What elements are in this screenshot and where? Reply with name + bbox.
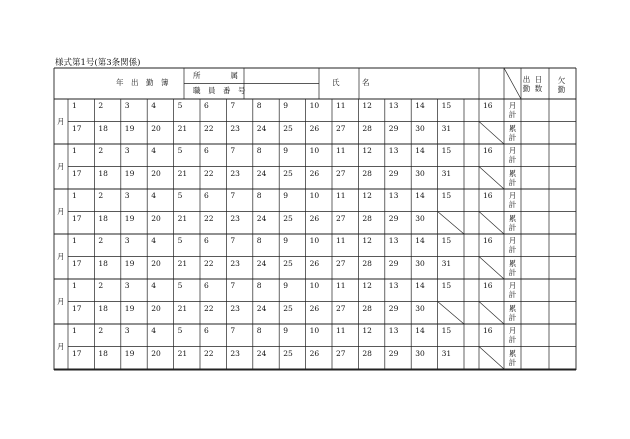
day-number: 8 [256,101,262,110]
day-number: 19 [124,213,135,223]
day-number: 28 [362,213,372,223]
day-number: 21 [177,123,188,133]
day-number: 23 [230,123,240,133]
day-number: 24 [256,213,267,223]
day-number: 28 [362,258,372,268]
day-number: 11 [336,146,346,155]
day-number: 10 [309,101,320,110]
grid-line [504,68,521,99]
day-number: 21 [177,348,188,358]
header-shozoku: 所 属 [193,71,238,80]
day-number: 23 [230,348,240,358]
day-number: 1 [72,191,77,200]
day-number: 2 [98,281,104,290]
day-number: 27 [336,348,346,358]
day-number: 21 [177,303,188,313]
day-number: 13 [388,101,399,110]
day-number: 20 [151,348,161,358]
day-number: 11 [336,101,346,110]
day-number: 12 [362,281,372,290]
day-number: 22 [204,213,214,223]
day-number: 27 [336,303,346,313]
day-number: 8 [256,326,262,335]
day-number: 12 [362,101,372,110]
day-number: 19 [124,348,135,358]
day-number: 27 [336,213,346,223]
header-kekkin: 欠 勤 [557,76,566,94]
month-label: 月 [57,206,65,216]
day-number: 17 [72,258,82,268]
day-number: 13 [388,191,399,200]
day-number: 19 [124,258,135,268]
day-number: 3 [124,146,130,155]
day-number: 27 [336,258,346,268]
day-number: 23 [230,213,240,223]
day-number: 22 [204,123,214,133]
day-number: 25 [283,213,293,223]
day-number: 14 [415,281,425,290]
cumulative-total-label: 累 計 [508,258,517,277]
day-number: 8 [256,191,262,200]
day-number: 5 [177,101,183,110]
day-number: 12 [362,236,372,245]
month-label: 月 [57,116,65,126]
day-number: 20 [151,123,161,133]
day-number: 2 [98,146,104,155]
grid-line [479,257,504,280]
day-number: 25 [283,258,293,268]
day-number: 20 [151,258,161,268]
day-number: 29 [388,213,399,223]
day-number: 29 [388,123,399,133]
day-number: 12 [362,326,372,335]
grid-line [479,122,504,145]
day-number: 17 [72,303,82,313]
day-number: 8 [256,146,262,155]
day-number: 24 [256,348,267,358]
day-number: 17 [72,348,82,358]
day-number: 7 [230,236,236,245]
day-number: 18 [98,213,108,223]
day-number: 27 [336,168,346,178]
day-number: 30 [415,303,425,313]
day-number: 21 [177,168,188,178]
day-number: 14 [415,146,425,155]
month-label: 月 [57,251,65,261]
day-number: 17 [72,123,82,133]
day-number: 4 [151,236,156,245]
day-number: 15 [441,101,452,110]
day-number: 3 [124,236,130,245]
day-number: 29 [388,303,399,313]
day-number: 26 [309,213,320,223]
day-number: 30 [415,213,425,223]
day-number: 6 [204,326,209,335]
day-number: 4 [151,191,156,200]
day-number: 14 [415,191,425,200]
day-number: 10 [309,281,320,290]
day-number: 13 [388,146,399,155]
day-number: 26 [309,258,320,268]
day-number: 16 [483,281,493,290]
day-number: 2 [98,191,104,200]
monthly-total-label: 月 計 [508,326,517,344]
day-number: 5 [177,236,183,245]
day-number: 11 [336,236,346,245]
day-number: 3 [124,101,130,110]
day-number: 6 [204,281,209,290]
day-number: 18 [98,123,108,133]
day-number: 14 [415,326,425,335]
day-number: 5 [177,146,183,155]
cumulative-total-label: 累 計 [508,348,517,367]
day-number: 21 [177,213,188,223]
day-number: 3 [124,326,130,335]
day-number: 26 [309,303,320,313]
day-number: 19 [124,303,135,313]
day-number: 22 [204,348,214,358]
day-number: 16 [483,146,493,155]
day-number: 9 [283,101,288,110]
cumulative-total-label: 累 計 [508,168,517,187]
day-number: 29 [388,168,399,178]
day-number: 22 [204,168,214,178]
month-label: 月 [57,296,65,306]
day-number: 12 [362,191,372,200]
day-number: 23 [230,168,240,178]
day-number: 7 [230,146,236,155]
monthly-total-label: 月 計 [508,101,517,119]
day-number: 29 [388,258,399,268]
day-number: 16 [483,236,493,245]
day-number: 16 [483,101,493,110]
day-number: 7 [230,191,236,200]
day-number: 26 [309,348,320,358]
day-number: 19 [124,168,135,178]
day-number: 7 [230,326,236,335]
day-number: 6 [204,146,209,155]
day-number: 17 [72,168,82,178]
day-number: 31 [441,123,452,133]
header-shokuin-bango: 職 員 番 号 [193,86,246,95]
day-number: 1 [72,281,77,290]
day-number: 15 [441,236,452,245]
day-number: 17 [72,213,82,223]
day-number: 5 [177,281,183,290]
day-number: 13 [388,281,399,290]
day-number: 25 [283,123,293,133]
day-number: 28 [362,123,372,133]
day-number: 18 [98,348,108,358]
header-shimei: 氏 名 [332,78,370,87]
day-number: 20 [151,303,161,313]
day-number: 3 [124,281,130,290]
day-number: 15 [441,146,452,155]
month-label: 月 [57,341,65,351]
day-number: 20 [151,168,161,178]
day-number: 10 [309,236,320,245]
day-number: 24 [256,258,267,268]
day-number: 1 [72,146,77,155]
day-number: 8 [256,236,262,245]
monthly-total-label: 月 計 [508,281,517,299]
day-number: 23 [230,258,240,268]
day-number: 22 [204,303,214,313]
day-number: 25 [283,303,293,313]
day-number: 24 [256,123,267,133]
day-number: 3 [124,191,130,200]
day-number: 15 [441,326,452,335]
header-shukkin-col2: 日 数 [534,75,543,93]
day-number: 28 [362,348,372,358]
day-number: 24 [256,303,267,313]
day-number: 6 [204,236,209,245]
day-number: 30 [415,258,425,268]
day-number: 18 [98,258,108,268]
monthly-total-label: 月 計 [508,236,517,254]
day-number: 2 [98,326,104,335]
day-number: 25 [283,168,293,178]
day-number: 19 [124,123,135,133]
grid-line [479,302,504,325]
day-number: 15 [441,191,452,200]
cumulative-total-label: 累 計 [508,213,517,232]
day-number: 11 [336,326,346,335]
day-number: 2 [98,236,104,245]
day-number: 20 [151,213,161,223]
day-number: 25 [283,348,293,358]
day-number: 9 [283,236,288,245]
attendance-sheet [54,68,576,370]
day-number: 23 [230,303,240,313]
day-number: 14 [415,236,425,245]
header-nenshukkinbo: 年 出 勤 簿 [116,78,169,87]
grid-line [438,302,464,325]
day-number: 26 [309,168,320,178]
day-number: 18 [98,168,108,178]
grid-line [438,212,464,235]
day-number: 16 [483,191,493,200]
day-number: 26 [309,123,320,133]
day-number: 30 [415,348,425,358]
day-number: 4 [151,326,156,335]
day-number: 27 [336,123,346,133]
cumulative-total-label: 累 計 [508,123,517,142]
grid-line [479,167,504,190]
day-number: 15 [441,281,452,290]
day-number: 4 [151,281,156,290]
day-number: 22 [204,258,214,268]
day-number: 8 [256,281,262,290]
day-number: 10 [309,191,320,200]
header-shukkin-col1: 出 勤 [522,75,531,93]
day-number: 9 [283,326,288,335]
day-number: 14 [415,101,425,110]
grid-line [479,212,504,235]
day-number: 12 [362,146,372,155]
day-number: 21 [177,258,188,268]
day-number: 30 [415,168,425,178]
day-number: 9 [283,281,288,290]
day-number: 28 [362,168,372,178]
day-number: 6 [204,101,209,110]
day-number: 1 [72,236,77,245]
day-number: 7 [230,281,236,290]
day-number: 7 [230,101,236,110]
day-number: 31 [441,168,452,178]
day-number: 10 [309,146,320,155]
day-number: 11 [336,281,346,290]
grid-line [479,347,504,370]
day-number: 31 [441,258,452,268]
day-number: 29 [388,348,399,358]
month-label: 月 [57,161,65,171]
day-number: 28 [362,303,372,313]
day-number: 16 [483,326,493,335]
day-number: 4 [151,101,156,110]
day-number: 13 [388,326,399,335]
day-number: 2 [98,101,104,110]
day-number: 10 [309,326,320,335]
day-number: 1 [72,326,77,335]
monthly-total-label: 月 計 [508,191,517,209]
day-number: 31 [441,348,452,358]
form-title: 様式第1号(第3条関係) [55,58,141,68]
day-number: 13 [388,236,399,245]
day-number: 5 [177,326,183,335]
day-number: 9 [283,191,288,200]
day-number: 18 [98,303,108,313]
day-number: 24 [256,168,267,178]
cumulative-total-label: 累 計 [508,303,517,322]
day-number: 9 [283,146,288,155]
day-number: 1 [72,101,77,110]
day-number: 6 [204,191,209,200]
day-number: 4 [151,146,156,155]
day-number: 11 [336,191,346,200]
day-number: 5 [177,191,183,200]
day-number: 30 [415,123,425,133]
monthly-total-label: 月 計 [508,146,517,164]
